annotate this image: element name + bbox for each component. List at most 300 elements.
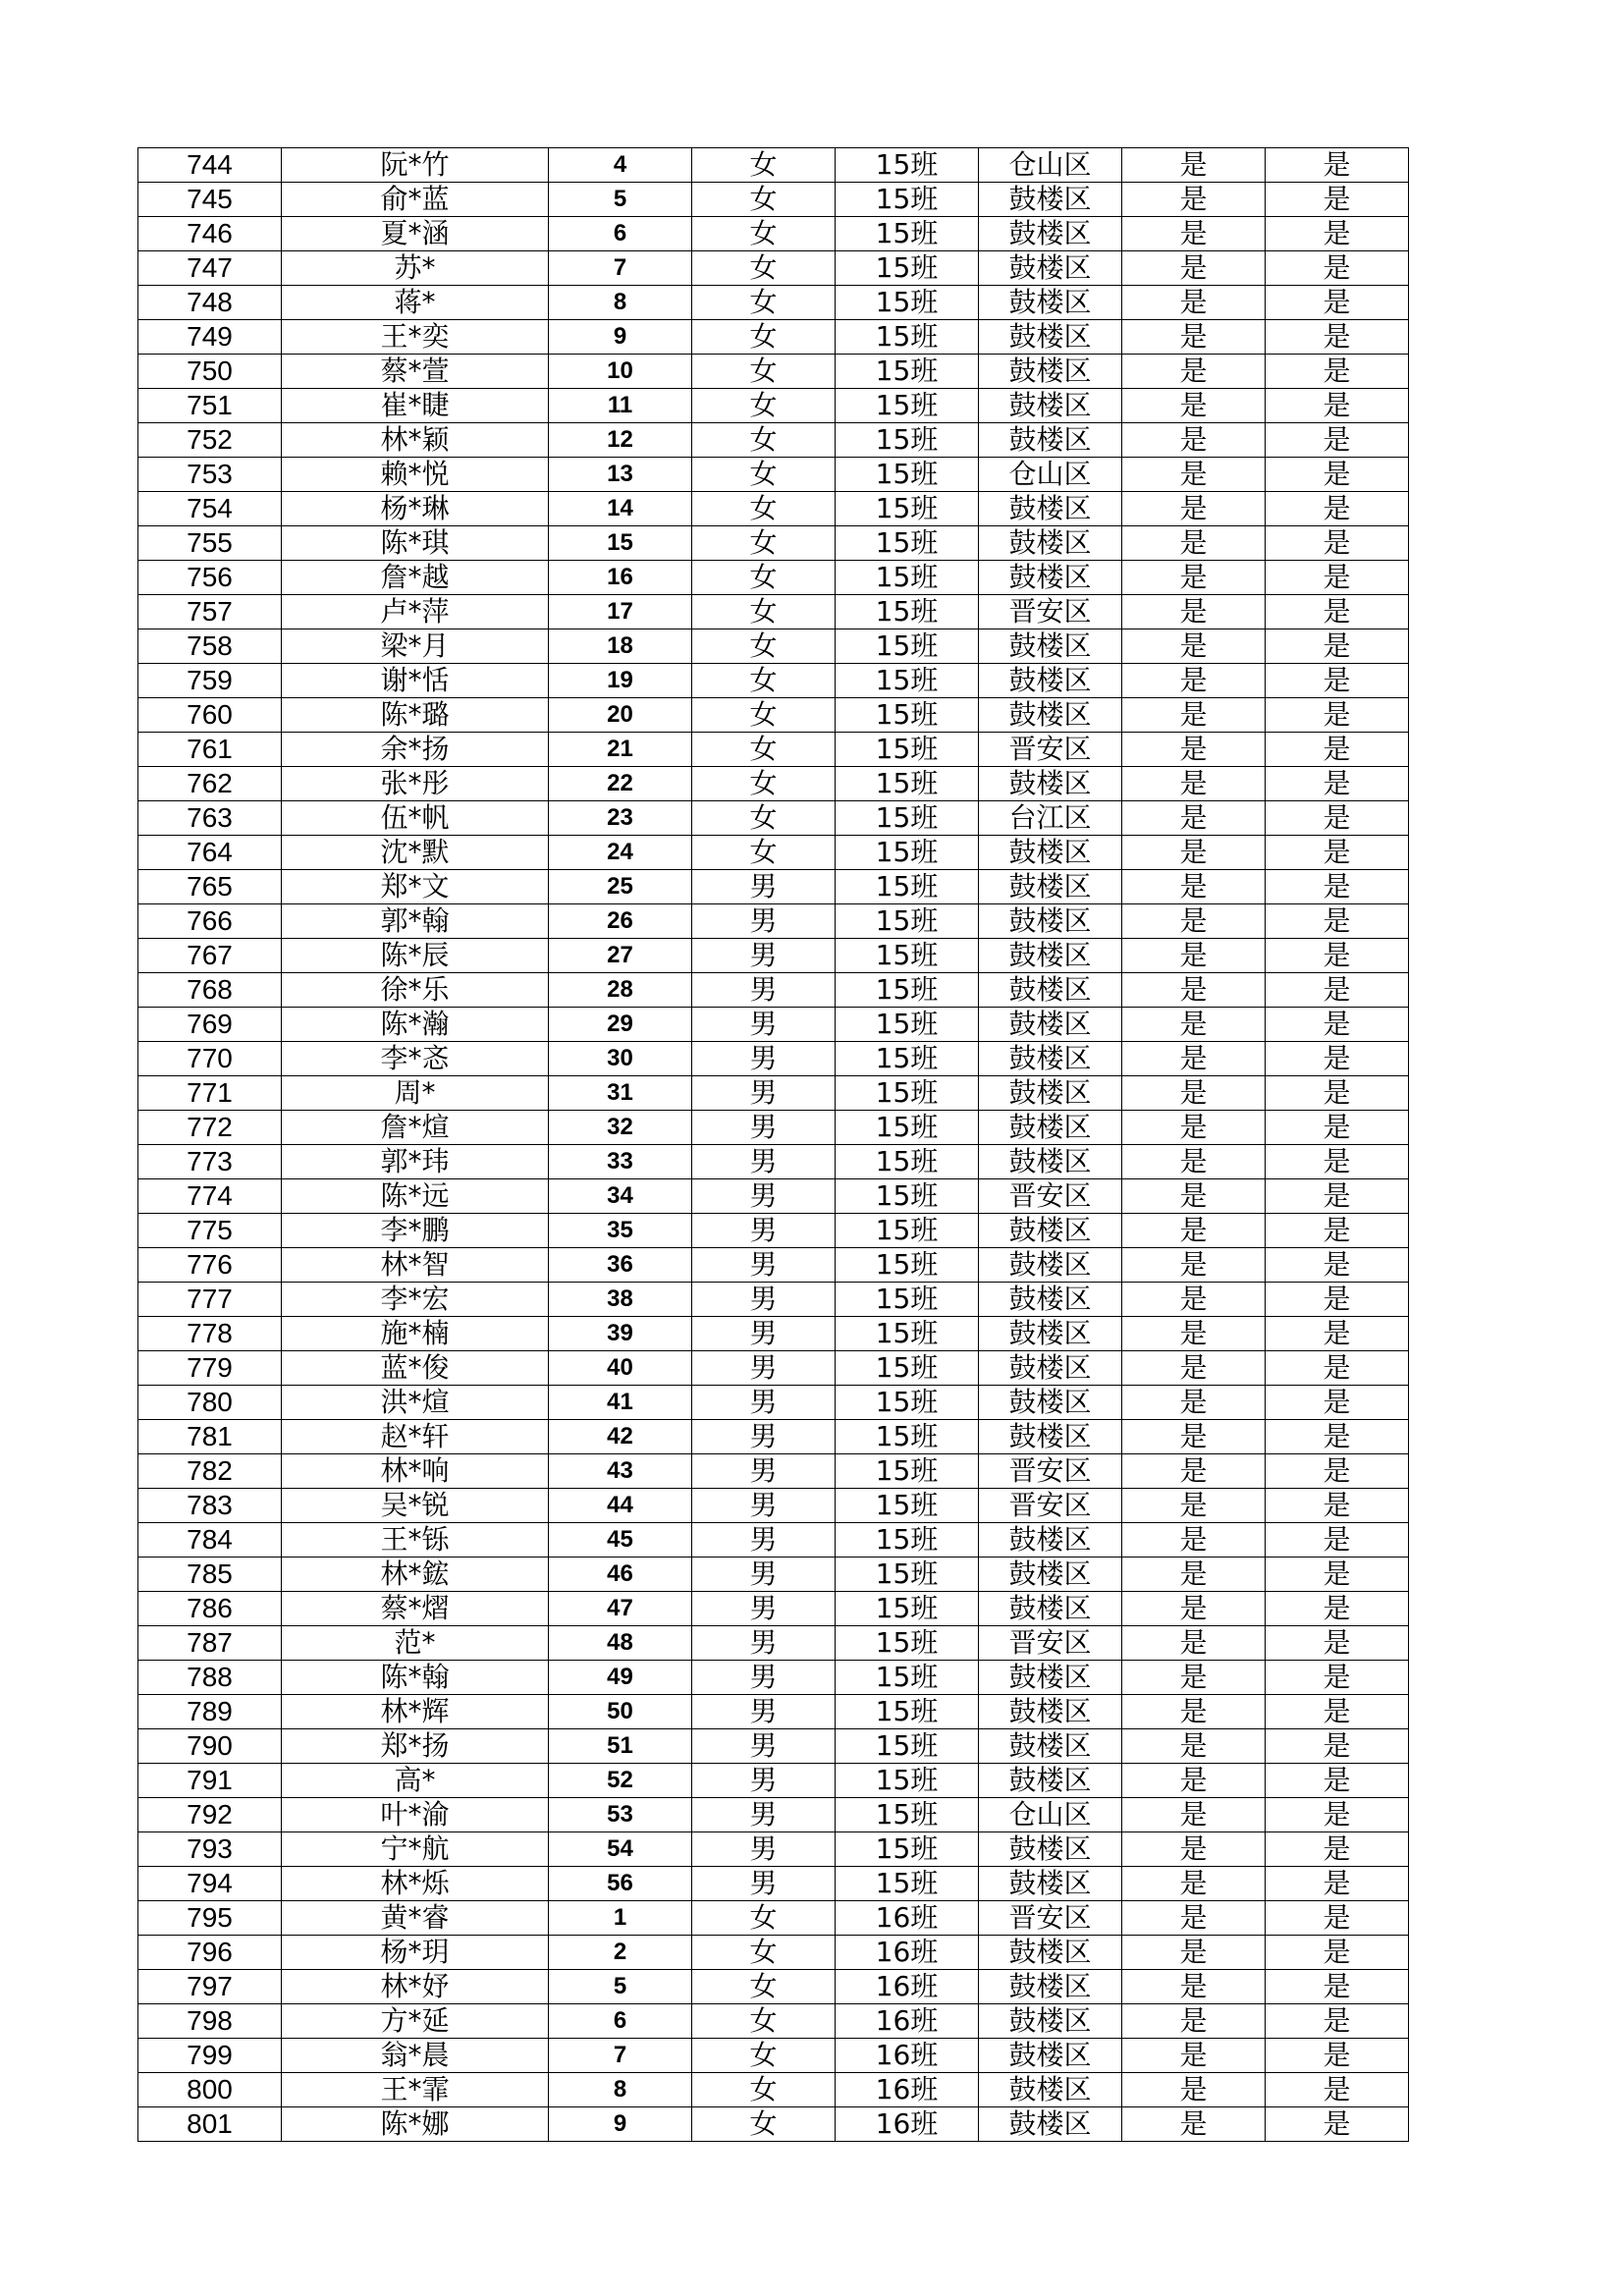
- row-number-cell: 758: [138, 629, 282, 664]
- status-cell-2: 是: [1266, 526, 1409, 561]
- status-cell-1: 是: [1122, 1317, 1266, 1351]
- class-seat-cell: 35: [549, 1214, 692, 1248]
- student-name-cell: 黄*睿: [282, 1901, 549, 1936]
- row-number-cell: 781: [138, 1420, 282, 1454]
- status-cell-2: 是: [1266, 1351, 1409, 1386]
- table-row: [138, 939, 1409, 973]
- district-cell: 台江区: [979, 801, 1122, 836]
- class-seat-cell: 17: [549, 595, 692, 629]
- status-cell-1: 是: [1122, 389, 1266, 423]
- district-cell: 鼓楼区: [979, 492, 1122, 526]
- gender-cell: 女: [692, 733, 836, 767]
- class-seat-cell: 54: [549, 1832, 692, 1867]
- district-cell: 鼓楼区: [979, 286, 1122, 320]
- district-cell: 鼓楼区: [979, 1111, 1122, 1145]
- status-cell-2: 是: [1266, 458, 1409, 492]
- row-number-cell: 774: [138, 1179, 282, 1214]
- district-cell: 鼓楼区: [979, 870, 1122, 904]
- table-body: [138, 148, 1409, 2142]
- class-seat-cell: 43: [549, 1454, 692, 1489]
- student-name-cell: 林*妤: [282, 1970, 549, 2004]
- district-cell: 鼓楼区: [979, 217, 1122, 251]
- row-number-cell: 791: [138, 1764, 282, 1798]
- status-cell-1: 是: [1122, 733, 1266, 767]
- gender-cell: 男: [692, 1283, 836, 1317]
- student-name-cell: 徐*乐: [282, 973, 549, 1008]
- row-number-cell: 757: [138, 595, 282, 629]
- class-cell: 15班: [836, 767, 979, 801]
- class-seat-cell: 41: [549, 1386, 692, 1420]
- district-cell: 晋安区: [979, 1901, 1122, 1936]
- status-cell-1: 是: [1122, 1523, 1266, 1558]
- student-name-cell: 范*: [282, 1626, 549, 1661]
- class-cell: 15班: [836, 836, 979, 870]
- class-seat-cell: 33: [549, 1145, 692, 1179]
- row-number-cell: 745: [138, 183, 282, 217]
- gender-cell: 男: [692, 1386, 836, 1420]
- class-cell: 15班: [836, 526, 979, 561]
- gender-cell: 女: [692, 836, 836, 870]
- district-cell: 鼓楼区: [979, 1248, 1122, 1283]
- status-cell-1: 是: [1122, 1179, 1266, 1214]
- row-number-cell: 762: [138, 767, 282, 801]
- table-row: [138, 286, 1409, 320]
- table-row: [138, 1832, 1409, 1867]
- row-number-cell: 748: [138, 286, 282, 320]
- class-cell: 15班: [836, 217, 979, 251]
- class-cell: 15班: [836, 1386, 979, 1420]
- district-cell: 鼓楼区: [979, 423, 1122, 458]
- district-cell: 鼓楼区: [979, 629, 1122, 664]
- status-cell-1: 是: [1122, 1145, 1266, 1179]
- status-cell-2: 是: [1266, 1558, 1409, 1592]
- district-cell: 鼓楼区: [979, 1832, 1122, 1867]
- class-seat-cell: 13: [549, 458, 692, 492]
- gender-cell: 女: [692, 1970, 836, 2004]
- gender-cell: 男: [692, 870, 836, 904]
- status-cell-2: 是: [1266, 1420, 1409, 1454]
- table-row: [138, 251, 1409, 286]
- class-cell: 15班: [836, 1729, 979, 1764]
- row-number-cell: 751: [138, 389, 282, 423]
- status-cell-2: 是: [1266, 320, 1409, 355]
- class-cell: 15班: [836, 183, 979, 217]
- table-row: [138, 1798, 1409, 1832]
- class-cell: 15班: [836, 1592, 979, 1626]
- gender-cell: 男: [692, 1214, 836, 1248]
- class-seat-cell: 5: [549, 183, 692, 217]
- gender-cell: 男: [692, 1454, 836, 1489]
- gender-cell: 男: [692, 1145, 836, 1179]
- row-number-cell: 765: [138, 870, 282, 904]
- status-cell-2: 是: [1266, 973, 1409, 1008]
- status-cell-2: 是: [1266, 2107, 1409, 2142]
- table-row: [138, 595, 1409, 629]
- class-cell: 15班: [836, 1248, 979, 1283]
- class-seat-cell: 40: [549, 1351, 692, 1386]
- table-row: [138, 1489, 1409, 1523]
- class-seat-cell: 10: [549, 355, 692, 389]
- status-cell-1: 是: [1122, 595, 1266, 629]
- status-cell-2: 是: [1266, 1386, 1409, 1420]
- row-number-cell: 747: [138, 251, 282, 286]
- status-cell-1: 是: [1122, 801, 1266, 836]
- status-cell-2: 是: [1266, 939, 1409, 973]
- status-cell-1: 是: [1122, 1386, 1266, 1420]
- class-cell: 15班: [836, 320, 979, 355]
- student-name-cell: 林*辉: [282, 1695, 549, 1729]
- status-cell-2: 是: [1266, 836, 1409, 870]
- table-row: [138, 1317, 1409, 1351]
- student-name-cell: 杨*琳: [282, 492, 549, 526]
- student-name-cell: 王*铄: [282, 1523, 549, 1558]
- student-name-cell: 李*宏: [282, 1283, 549, 1317]
- status-cell-2: 是: [1266, 492, 1409, 526]
- district-cell: 鼓楼区: [979, 1076, 1122, 1111]
- student-name-cell: 詹*煊: [282, 1111, 549, 1145]
- student-name-cell: 张*彤: [282, 767, 549, 801]
- class-cell: 15班: [836, 733, 979, 767]
- class-cell: 15班: [836, 595, 979, 629]
- table-row: [138, 767, 1409, 801]
- class-cell: 15班: [836, 1558, 979, 1592]
- table-row: [138, 904, 1409, 939]
- row-number-cell: 753: [138, 458, 282, 492]
- status-cell-1: 是: [1122, 1626, 1266, 1661]
- class-seat-cell: 12: [549, 423, 692, 458]
- table-row: [138, 1626, 1409, 1661]
- district-cell: 鼓楼区: [979, 939, 1122, 973]
- class-seat-cell: 8: [549, 286, 692, 320]
- status-cell-1: 是: [1122, 2073, 1266, 2107]
- row-number-cell: 776: [138, 1248, 282, 1283]
- class-seat-cell: 29: [549, 1008, 692, 1042]
- student-name-cell: 蔡*熠: [282, 1592, 549, 1626]
- class-cell: 15班: [836, 1145, 979, 1179]
- student-name-cell: 郭*翰: [282, 904, 549, 939]
- district-cell: 仓山区: [979, 1798, 1122, 1832]
- student-name-cell: 蔡*萱: [282, 355, 549, 389]
- class-seat-cell: 25: [549, 870, 692, 904]
- status-cell-1: 是: [1122, 561, 1266, 595]
- status-cell-2: 是: [1266, 629, 1409, 664]
- row-number-cell: 755: [138, 526, 282, 561]
- row-number-cell: 795: [138, 1901, 282, 1936]
- status-cell-2: 是: [1266, 148, 1409, 183]
- student-name-cell: 赵*轩: [282, 1420, 549, 1454]
- status-cell-1: 是: [1122, 1076, 1266, 1111]
- status-cell-2: 是: [1266, 355, 1409, 389]
- gender-cell: 女: [692, 2039, 836, 2073]
- row-number-cell: 777: [138, 1283, 282, 1317]
- student-name-cell: 卢*萍: [282, 595, 549, 629]
- gender-cell: 男: [692, 1248, 836, 1283]
- status-cell-1: 是: [1122, 767, 1266, 801]
- status-cell-2: 是: [1266, 904, 1409, 939]
- status-cell-1: 是: [1122, 183, 1266, 217]
- gender-cell: 女: [692, 767, 836, 801]
- gender-cell: 女: [692, 1936, 836, 1970]
- row-number-cell: 754: [138, 492, 282, 526]
- student-name-cell: 林*烁: [282, 1867, 549, 1901]
- student-name-cell: 林*智: [282, 1248, 549, 1283]
- class-cell: 15班: [836, 1489, 979, 1523]
- row-number-cell: 768: [138, 973, 282, 1008]
- class-cell: 15班: [836, 698, 979, 733]
- class-seat-cell: 18: [549, 629, 692, 664]
- class-seat-cell: 19: [549, 664, 692, 698]
- gender-cell: 男: [692, 1832, 836, 1867]
- district-cell: 鼓楼区: [979, 1214, 1122, 1248]
- class-seat-cell: 36: [549, 1248, 692, 1283]
- status-cell-2: 是: [1266, 1214, 1409, 1248]
- class-cell: 15班: [836, 423, 979, 458]
- district-cell: 鼓楼区: [979, 1317, 1122, 1351]
- class-cell: 15班: [836, 561, 979, 595]
- district-cell: 鼓楼区: [979, 1042, 1122, 1076]
- class-cell: 16班: [836, 2039, 979, 2073]
- row-number-cell: 796: [138, 1936, 282, 1970]
- district-cell: 鼓楼区: [979, 2039, 1122, 2073]
- class-seat-cell: 27: [549, 939, 692, 973]
- class-cell: 15班: [836, 1351, 979, 1386]
- table-row: [138, 801, 1409, 836]
- district-cell: 仓山区: [979, 148, 1122, 183]
- gender-cell: 男: [692, 1661, 836, 1695]
- status-cell-1: 是: [1122, 2039, 1266, 2073]
- row-number-cell: 756: [138, 561, 282, 595]
- status-cell-2: 是: [1266, 561, 1409, 595]
- table-row: [138, 1592, 1409, 1626]
- status-cell-1: 是: [1122, 1901, 1266, 1936]
- district-cell: 晋安区: [979, 1626, 1122, 1661]
- row-number-cell: 769: [138, 1008, 282, 1042]
- table-row: [138, 458, 1409, 492]
- status-cell-2: 是: [1266, 1523, 1409, 1558]
- district-cell: 鼓楼区: [979, 389, 1122, 423]
- status-cell-1: 是: [1122, 526, 1266, 561]
- row-number-cell: 750: [138, 355, 282, 389]
- class-seat-cell: 39: [549, 1317, 692, 1351]
- row-number-cell: 744: [138, 148, 282, 183]
- class-cell: 16班: [836, 2073, 979, 2107]
- district-cell: 鼓楼区: [979, 836, 1122, 870]
- class-cell: 15班: [836, 1317, 979, 1351]
- table-row: [138, 973, 1409, 1008]
- table-row: [138, 2039, 1409, 2073]
- status-cell-2: 是: [1266, 1248, 1409, 1283]
- district-cell: 鼓楼区: [979, 1558, 1122, 1592]
- status-cell-2: 是: [1266, 251, 1409, 286]
- status-cell-1: 是: [1122, 286, 1266, 320]
- student-table: [137, 147, 1409, 2142]
- status-cell-2: 是: [1266, 801, 1409, 836]
- class-seat-cell: 49: [549, 1661, 692, 1695]
- row-number-cell: 787: [138, 1626, 282, 1661]
- class-seat-cell: 34: [549, 1179, 692, 1214]
- table-row: [138, 2073, 1409, 2107]
- table-row: [138, 492, 1409, 526]
- district-cell: 鼓楼区: [979, 664, 1122, 698]
- class-seat-cell: 21: [549, 733, 692, 767]
- class-cell: 15班: [836, 286, 979, 320]
- student-name-cell: 方*延: [282, 2004, 549, 2039]
- district-cell: 晋安区: [979, 1454, 1122, 1489]
- class-seat-cell: 26: [549, 904, 692, 939]
- class-cell: 15班: [836, 1523, 979, 1558]
- class-cell: 15班: [836, 1764, 979, 1798]
- class-seat-cell: 15: [549, 526, 692, 561]
- class-cell: 16班: [836, 1970, 979, 2004]
- status-cell-2: 是: [1266, 1042, 1409, 1076]
- class-seat-cell: 1: [549, 1901, 692, 1936]
- gender-cell: 男: [692, 1489, 836, 1523]
- student-name-cell: 王*霏: [282, 2073, 549, 2107]
- table-row: [138, 1008, 1409, 1042]
- student-name-cell: 夏*涵: [282, 217, 549, 251]
- table-row: [138, 836, 1409, 870]
- row-number-cell: 761: [138, 733, 282, 767]
- gender-cell: 女: [692, 355, 836, 389]
- district-cell: 鼓楼区: [979, 1936, 1122, 1970]
- row-number-cell: 788: [138, 1661, 282, 1695]
- status-cell-2: 是: [1266, 1076, 1409, 1111]
- gender-cell: 女: [692, 801, 836, 836]
- class-cell: 16班: [836, 1936, 979, 1970]
- student-name-cell: 周*: [282, 1076, 549, 1111]
- gender-cell: 男: [692, 1695, 836, 1729]
- student-name-cell: 林*颖: [282, 423, 549, 458]
- class-seat-cell: 46: [549, 1558, 692, 1592]
- district-cell: 晋安区: [979, 1179, 1122, 1214]
- district-cell: 鼓楼区: [979, 526, 1122, 561]
- gender-cell: 女: [692, 389, 836, 423]
- class-cell: 15班: [836, 1420, 979, 1454]
- class-cell: 15班: [836, 1454, 979, 1489]
- status-cell-2: 是: [1266, 595, 1409, 629]
- gender-cell: 女: [692, 2004, 836, 2039]
- status-cell-1: 是: [1122, 217, 1266, 251]
- status-cell-1: 是: [1122, 1214, 1266, 1248]
- row-number-cell: 770: [138, 1042, 282, 1076]
- class-cell: 15班: [836, 251, 979, 286]
- class-cell: 15班: [836, 148, 979, 183]
- student-name-cell: 陈*翰: [282, 1661, 549, 1695]
- class-seat-cell: 48: [549, 1626, 692, 1661]
- table-row: [138, 1729, 1409, 1764]
- status-cell-1: 是: [1122, 423, 1266, 458]
- district-cell: 晋安区: [979, 595, 1122, 629]
- class-cell: 16班: [836, 2107, 979, 2142]
- gender-cell: 男: [692, 1626, 836, 1661]
- class-cell: 15班: [836, 1867, 979, 1901]
- table-row: [138, 1042, 1409, 1076]
- row-number-cell: 772: [138, 1111, 282, 1145]
- row-number-cell: 780: [138, 1386, 282, 1420]
- student-name-cell: 陈*瀚: [282, 1008, 549, 1042]
- status-cell-2: 是: [1266, 2039, 1409, 2073]
- row-number-cell: 773: [138, 1145, 282, 1179]
- district-cell: 鼓楼区: [979, 1008, 1122, 1042]
- row-number-cell: 800: [138, 2073, 282, 2107]
- class-cell: 15班: [836, 1695, 979, 1729]
- row-number-cell: 785: [138, 1558, 282, 1592]
- status-cell-1: 是: [1122, 629, 1266, 664]
- student-name-cell: 余*扬: [282, 733, 549, 767]
- class-seat-cell: 16: [549, 561, 692, 595]
- table-row: [138, 1523, 1409, 1558]
- status-cell-2: 是: [1266, 1283, 1409, 1317]
- table-row: [138, 526, 1409, 561]
- table-row: [138, 2004, 1409, 2039]
- table-row: [138, 217, 1409, 251]
- row-number-cell: 790: [138, 1729, 282, 1764]
- status-cell-1: 是: [1122, 836, 1266, 870]
- gender-cell: 女: [692, 526, 836, 561]
- gender-cell: 男: [692, 1592, 836, 1626]
- student-name-cell: 李*忞: [282, 1042, 549, 1076]
- table-row: [138, 148, 1409, 183]
- student-name-cell: 赖*悦: [282, 458, 549, 492]
- gender-cell: 男: [692, 939, 836, 973]
- table-row: [138, 870, 1409, 904]
- table-row: [138, 733, 1409, 767]
- class-cell: 15班: [836, 1661, 979, 1695]
- student-name-cell: 陈*娜: [282, 2107, 549, 2142]
- district-cell: 晋安区: [979, 733, 1122, 767]
- class-cell: 15班: [836, 1214, 979, 1248]
- table-row: [138, 1454, 1409, 1489]
- status-cell-2: 是: [1266, 767, 1409, 801]
- table-row: [138, 1695, 1409, 1729]
- class-cell: 15班: [836, 355, 979, 389]
- student-name-cell: 沈*默: [282, 836, 549, 870]
- row-number-cell: 794: [138, 1867, 282, 1901]
- class-cell: 15班: [836, 1008, 979, 1042]
- class-cell: 15班: [836, 904, 979, 939]
- class-seat-cell: 30: [549, 1042, 692, 1076]
- status-cell-2: 是: [1266, 2004, 1409, 2039]
- status-cell-2: 是: [1266, 1970, 1409, 2004]
- student-name-cell: 施*楠: [282, 1317, 549, 1351]
- status-cell-1: 是: [1122, 1695, 1266, 1729]
- student-name-cell: 翁*晨: [282, 2039, 549, 2073]
- status-cell-1: 是: [1122, 1454, 1266, 1489]
- table-row: [138, 1661, 1409, 1695]
- gender-cell: 男: [692, 1420, 836, 1454]
- status-cell-1: 是: [1122, 1764, 1266, 1798]
- class-cell: 15班: [836, 458, 979, 492]
- gender-cell: 女: [692, 492, 836, 526]
- district-cell: 鼓楼区: [979, 1420, 1122, 1454]
- status-cell-1: 是: [1122, 973, 1266, 1008]
- student-name-cell: 李*鹏: [282, 1214, 549, 1248]
- row-number-cell: 786: [138, 1592, 282, 1626]
- district-cell: 仓山区: [979, 458, 1122, 492]
- status-cell-1: 是: [1122, 1008, 1266, 1042]
- table-row: [138, 1145, 1409, 1179]
- district-cell: 鼓楼区: [979, 1661, 1122, 1695]
- row-number-cell: 749: [138, 320, 282, 355]
- class-cell: 15班: [836, 870, 979, 904]
- class-seat-cell: 23: [549, 801, 692, 836]
- row-number-cell: 801: [138, 2107, 282, 2142]
- gender-cell: 女: [692, 217, 836, 251]
- gender-cell: 女: [692, 423, 836, 458]
- class-seat-cell: 9: [549, 320, 692, 355]
- class-seat-cell: 7: [549, 251, 692, 286]
- student-name-cell: 高*: [282, 1764, 549, 1798]
